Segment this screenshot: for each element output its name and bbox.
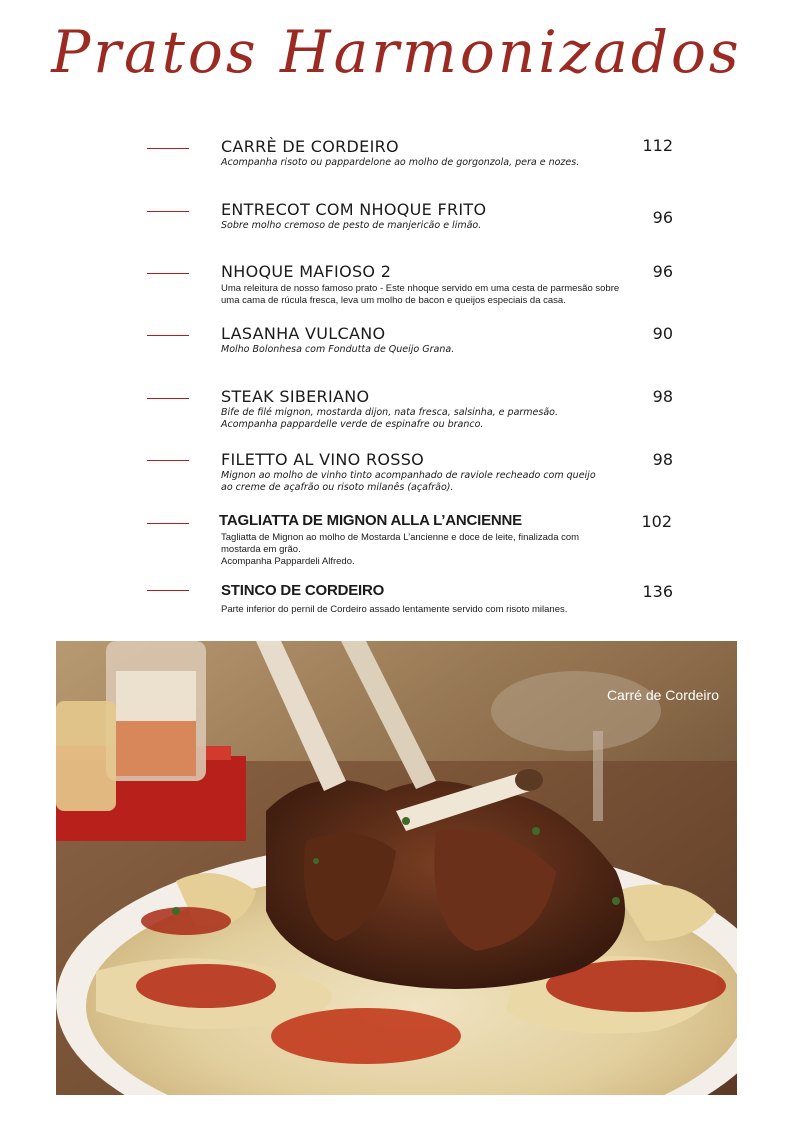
item-price: 102 [641,512,672,531]
item-divider [147,398,189,399]
item-description: Sobre molho cremoso de pesto de manjericão e limão. [221,220,482,231]
item-name: TAGLIATTA DE MIGNON ALLA L’ANCIENNE [219,512,522,529]
item-divider [147,590,189,591]
item-price: 136 [642,582,673,601]
item-price: 90 [652,324,673,343]
item-name: ENTRECOT COM NHOQUE FRITO [221,200,487,219]
item-name: STINCO DE CORDEIRO [221,582,385,599]
item-description: Mignon ao molho de vinho tinto acompanhado de raviole recheado com queijo ao creme de açafrão ou risoto milanês (açafrão). [221,470,596,493]
item-divider [147,148,189,149]
dish-photo [56,641,737,1095]
item-description: Acompanha risoto ou pappardelone ao molho de gorgonzola, pera e nozes. [221,157,580,168]
item-description: Parte inferior do pernil de Cordeiro assado lentamente servido com risoto milanes. [221,604,568,615]
item-name: LASANHA VULCANO [221,324,386,343]
item-price: 98 [652,450,673,469]
item-description: Molho Bolonhesa com Fondutta de Queijo Grana. [221,344,455,355]
item-divider [147,460,189,461]
page-title: Pratos Harmonizados [51,18,742,86]
item-name: STEAK SIBERIANO [221,387,370,406]
item-description: Uma releitura de nosso famoso prato - Este nhoque servido em uma cesta de parmesão sobre uma cama de rúcula fresca, leva um molho de bacon e queijos especiais da casa. [221,283,620,306]
dish-illustration [56,641,737,1095]
item-name: FILETTO AL VINO ROSSO [221,450,425,469]
item-price: 98 [652,387,673,406]
item-price: 96 [652,208,673,227]
item-description: Tagliatta de Mignon ao molho de Mostarda L’ancienne e doce de leite, finalizada com mostarda em grão. Acompanha Pappardeli Alfredo. [221,532,580,567]
item-divider [147,523,189,524]
photo-caption: Carré de Cordeiro [606,687,719,703]
item-price: 112 [642,136,673,155]
item-divider [147,273,189,274]
item-name: NHOQUE MAFIOSO 2 [221,262,392,281]
item-name: CARRÈ DE CORDEIRO [221,137,399,156]
item-divider [147,335,189,336]
item-divider [147,211,189,212]
item-price: 96 [652,262,673,281]
item-description: Bife de filé mignon, mostarda dijon, nata fresca, salsinha, e parmesão. Acompanha pappardelle verde de espinafre ou branco. [221,407,559,430]
